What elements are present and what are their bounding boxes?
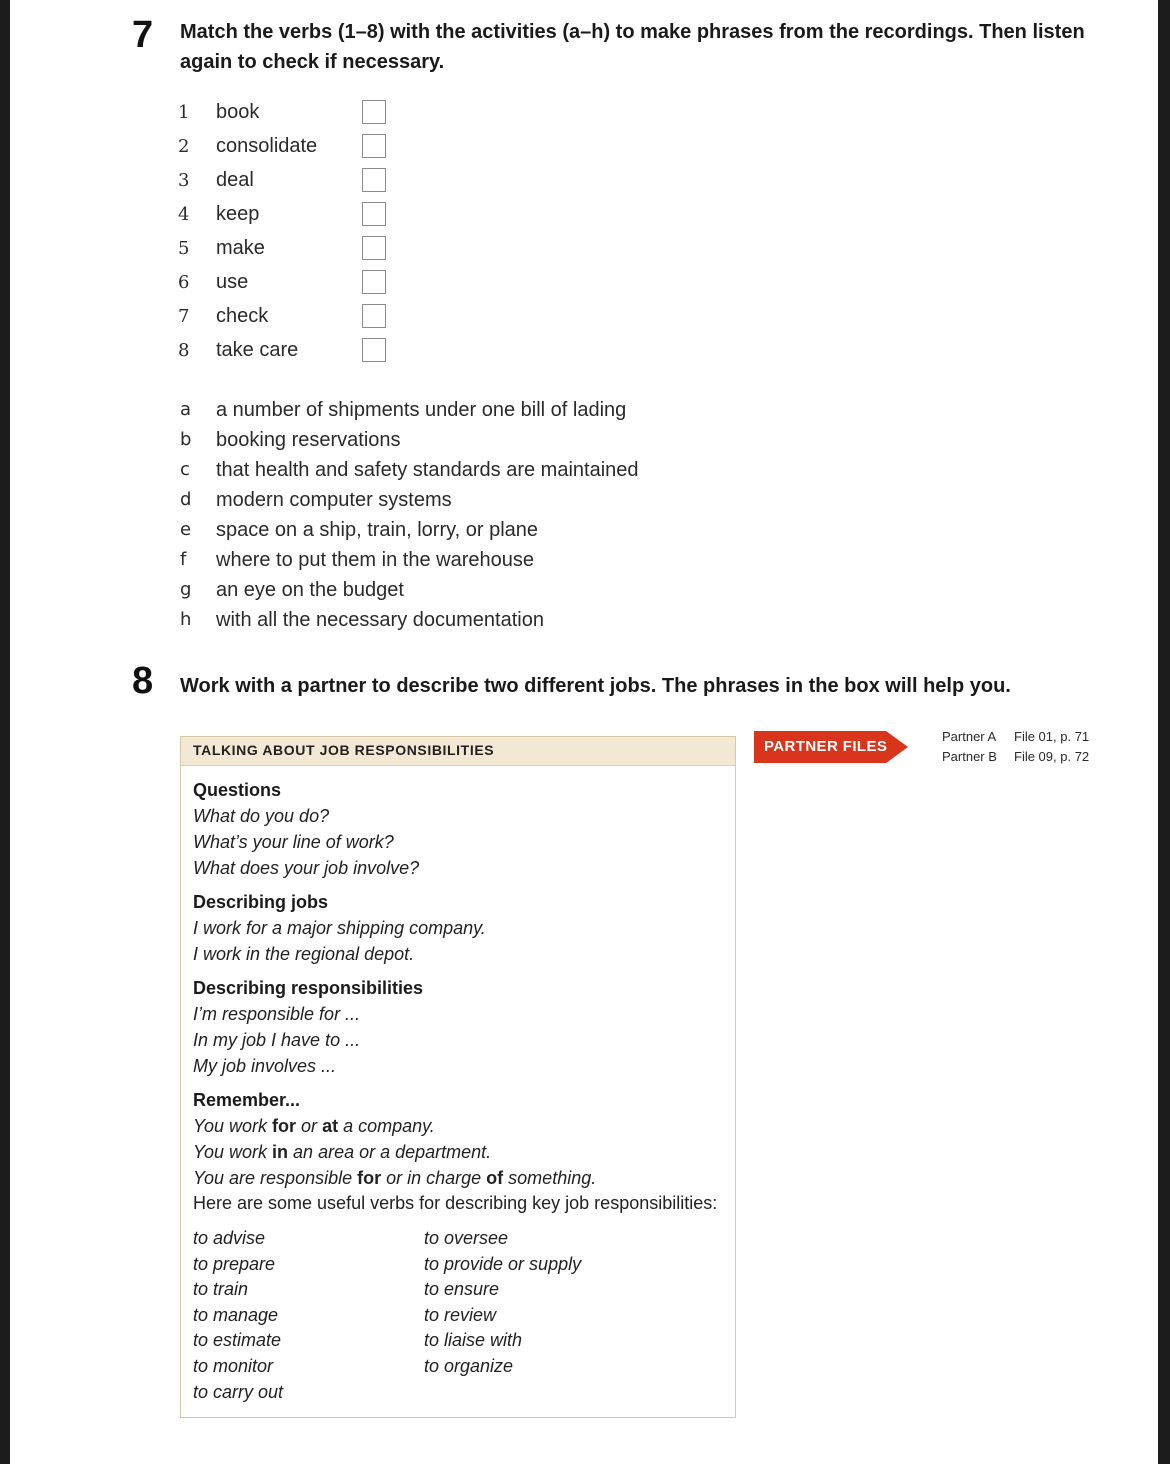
activity-text: modern computer systems xyxy=(216,489,452,511)
exercise-7-instruction-line1: Match the verbs (1–8) with the activities (a–h) to make phrases from the recordings. Then listen xyxy=(180,21,1085,43)
answer-box-7[interactable] xyxy=(362,304,386,328)
verb-word: take care xyxy=(216,339,299,361)
verb-word: deal xyxy=(216,169,254,191)
activity-text: space on a ship, train, lorry, or plane xyxy=(216,519,539,541)
verb-word: keep xyxy=(216,203,260,225)
box-header xyxy=(181,737,735,766)
activity-letter: e xyxy=(180,519,192,540)
useful-verb: to prepare xyxy=(193,1254,276,1274)
useful-verb: to train xyxy=(193,1279,249,1299)
verb-word: make xyxy=(216,237,265,259)
answer-box-4[interactable] xyxy=(362,202,386,226)
verb-number: 1 xyxy=(178,102,190,123)
verb-number: 6 xyxy=(178,272,190,293)
activity-text: booking reservations xyxy=(216,429,401,451)
verb-number: 8 xyxy=(178,340,190,361)
useful-verb: to manage xyxy=(193,1305,279,1325)
activity-letter: g xyxy=(180,579,192,600)
partner-a-file: File 01, p. 71 xyxy=(1014,729,1090,744)
activity-text: where to put them in the warehouse xyxy=(216,549,534,571)
remember-line-3: You are responsible for or in charge of something. xyxy=(193,1168,597,1188)
useful-verb: to carry out xyxy=(193,1382,284,1402)
responsibility-phrase: My job involves ... xyxy=(193,1056,337,1076)
verb-item-5 xyxy=(178,234,408,268)
activity-letter: a xyxy=(180,399,192,420)
partner-files-label: PARTNER FILES xyxy=(764,738,888,755)
activity-letter: h xyxy=(180,609,192,630)
remember-heading: Remember... xyxy=(193,1090,301,1110)
verb-word: book xyxy=(216,101,260,123)
activity-text: a number of shipments under one bill of lading xyxy=(216,399,627,421)
useful-verb: to monitor xyxy=(193,1356,274,1376)
question-item: What do you do? xyxy=(193,806,330,826)
partner-files-tag xyxy=(754,731,904,763)
useful-verb: to advise xyxy=(193,1228,266,1248)
verb-item-1 xyxy=(178,98,408,132)
useful-verb: to liaise with xyxy=(424,1330,523,1350)
exercise-8-instruction: Work with a partner to describe two different jobs. The phrases in the box will help you. xyxy=(180,675,1011,697)
partner-b-name: Partner B xyxy=(942,749,997,764)
answer-box-1[interactable] xyxy=(362,100,386,124)
partner-b-file: File 09, p. 72 xyxy=(1014,749,1090,764)
useful-verb: to ensure xyxy=(424,1279,500,1299)
job-responsibilities-box xyxy=(180,736,736,1418)
job-phrase: I work in the regional depot. xyxy=(193,944,415,964)
textbook-page xyxy=(10,0,1158,1464)
verb-word: use xyxy=(216,271,249,293)
verb-number: 3 xyxy=(178,170,190,191)
answer-box-2[interactable] xyxy=(362,134,386,158)
activity-letter: b xyxy=(180,429,192,450)
exercise-7-instruction-line2: again to check if necessary. xyxy=(180,51,445,73)
verb-item-6 xyxy=(178,268,408,302)
exercise-7-number: 7 xyxy=(132,14,154,56)
useful-verb: to estimate xyxy=(193,1330,282,1350)
activity-letter: c xyxy=(180,459,190,480)
verbs-intro: Here are some useful verbs for describing key job responsibilities: xyxy=(193,1193,718,1213)
verb-number: 2 xyxy=(178,136,190,157)
responsibility-phrase: In my job I have to ... xyxy=(193,1030,361,1050)
verb-number: 4 xyxy=(178,204,190,225)
verb-item-8 xyxy=(178,336,408,370)
activity-letter: d xyxy=(180,489,192,510)
verb-word: check xyxy=(216,305,269,327)
answer-box-5[interactable] xyxy=(362,236,386,260)
question-item: What does your job involve? xyxy=(193,858,420,878)
exercise-8-number: 8 xyxy=(132,660,154,702)
remember-line-2: You work in an area or a department. xyxy=(193,1142,492,1162)
useful-verb: to organize xyxy=(424,1356,514,1376)
describing-jobs-heading: Describing jobs xyxy=(193,892,329,912)
verb-item-3 xyxy=(178,166,408,200)
verb-number: 5 xyxy=(178,238,190,259)
job-phrase: I work for a major shipping company. xyxy=(193,918,486,938)
box-title: TALKING ABOUT JOB RESPONSIBILITIES xyxy=(193,742,495,758)
verb-word: consolidate xyxy=(216,135,318,157)
answer-box-6[interactable] xyxy=(362,270,386,294)
question-item: What’s your line of work? xyxy=(193,832,394,852)
useful-verb: to oversee xyxy=(424,1228,509,1248)
useful-verb: to review xyxy=(424,1305,497,1325)
describing-responsibilities-heading: Describing responsibilities xyxy=(193,978,424,998)
useful-verb: to provide or supply xyxy=(424,1254,582,1274)
arrow-right-icon xyxy=(886,731,908,763)
activity-text: that health and safety standards are maintained xyxy=(216,459,639,481)
activity-letter: f xyxy=(180,549,187,570)
responsibility-phrase: I’m responsible for ... xyxy=(193,1004,361,1024)
remember-line-1: You work for or at a company. xyxy=(193,1116,435,1136)
verb-number: 7 xyxy=(178,306,190,327)
verb-item-4 xyxy=(178,200,408,234)
activity-text: an eye on the budget xyxy=(216,579,404,601)
activity-text: with all the necessary documentation xyxy=(216,609,544,631)
answer-box-3[interactable] xyxy=(362,168,386,192)
verb-item-2 xyxy=(178,132,408,166)
partner-a-name: Partner A xyxy=(942,729,997,744)
answer-box-8[interactable] xyxy=(362,338,386,362)
questions-heading: Questions xyxy=(193,780,282,800)
verb-item-7 xyxy=(178,302,408,336)
